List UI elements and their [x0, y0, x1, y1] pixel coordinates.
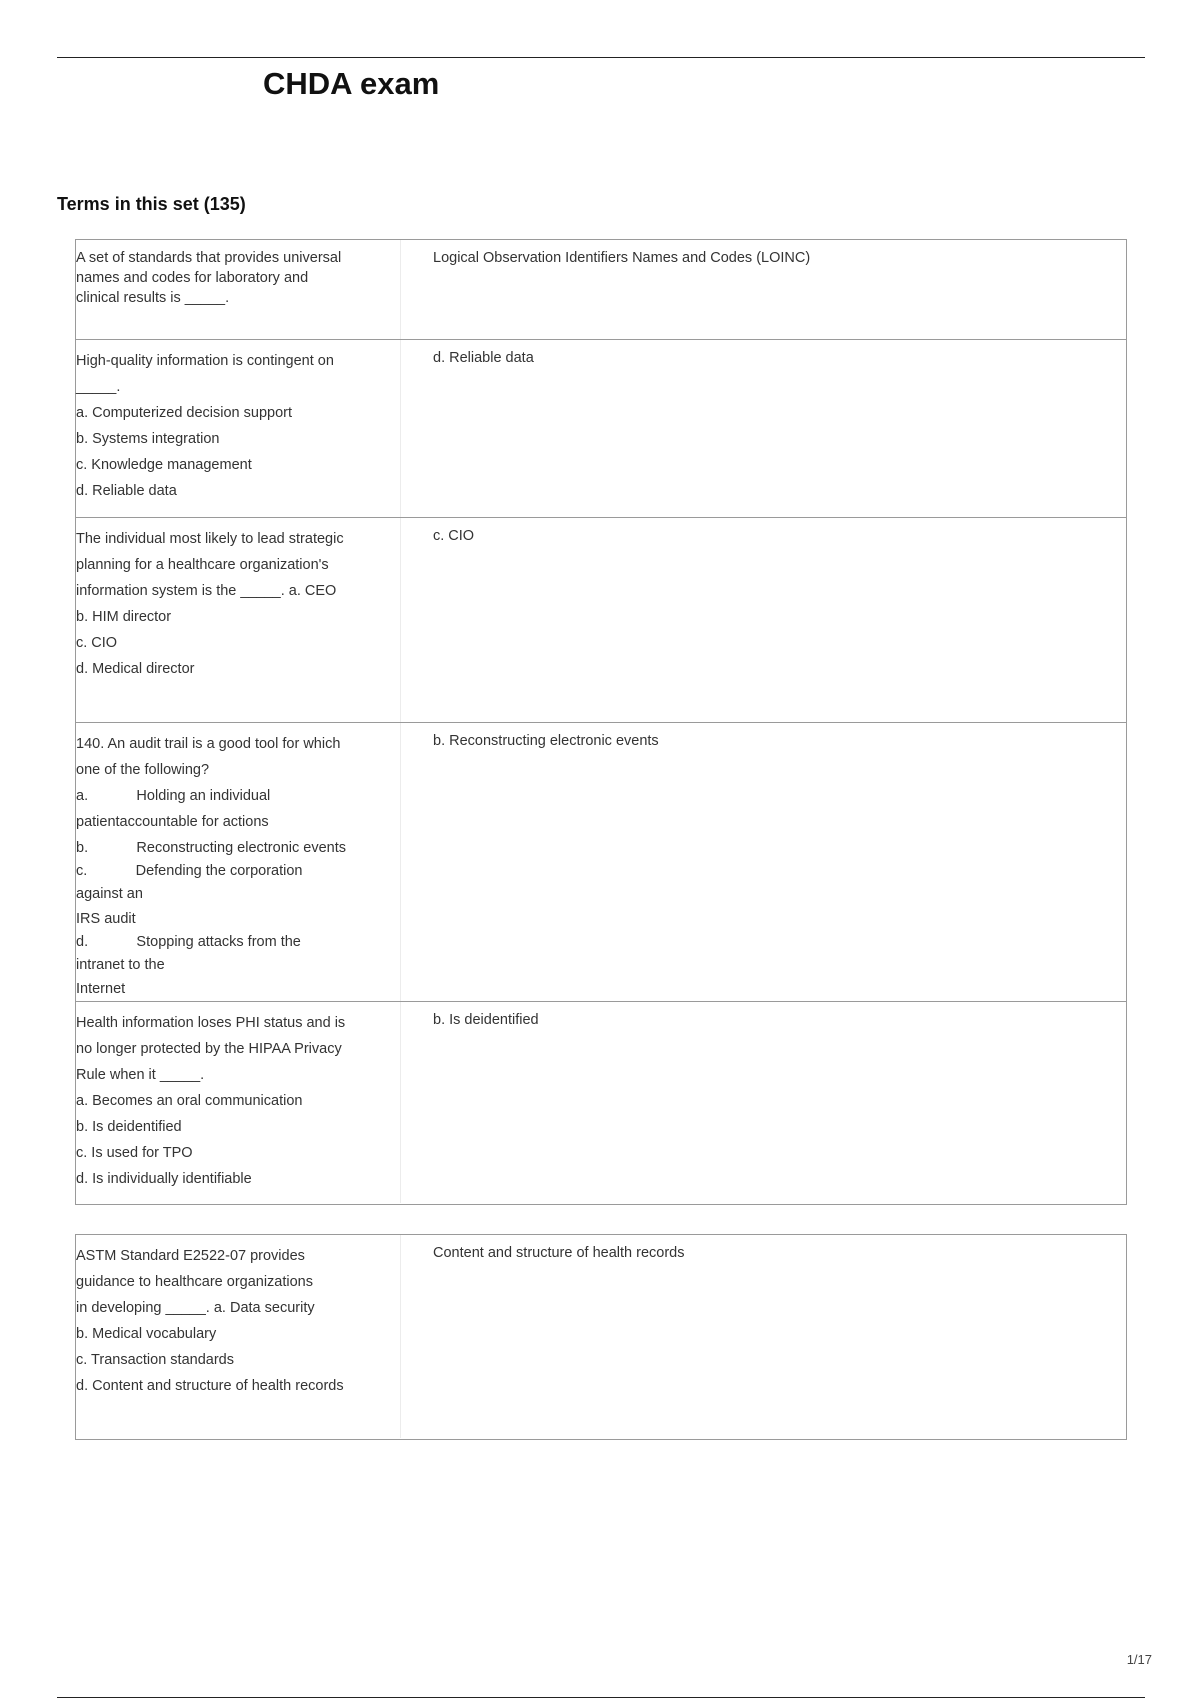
term-line: c. Is used for TPO	[76, 1145, 193, 1161]
top-rule	[57, 57, 1145, 58]
term-line: d. Reliable data	[76, 483, 177, 499]
term-line: b. Reconstructing electronic events	[76, 840, 346, 856]
term-line: one of the following?	[76, 762, 210, 778]
term-line: information system is the _____. a. CEO	[76, 583, 337, 599]
page-number: 1/17	[1126, 1652, 1152, 1667]
term-line: in developing _____. a. Data security	[76, 1300, 315, 1316]
term-line: names and codes for laboratory and	[76, 270, 309, 286]
term-line: b. HIM director	[76, 609, 172, 625]
term-text	[76, 1010, 392, 1192]
term-line: A set of standards that provides universal	[76, 250, 342, 266]
term-line: Internet	[76, 981, 126, 997]
term-row	[76, 1002, 1126, 1203]
definition-text: d. Reliable data	[433, 350, 534, 366]
term-row	[76, 518, 1126, 723]
term-text	[76, 1243, 392, 1399]
page-title: CHDA exam	[263, 66, 440, 101]
term-text	[76, 731, 392, 1001]
set-heading: Terms in this set (135)	[57, 194, 246, 214]
term-line: _____.	[76, 379, 121, 395]
term-line: c. Defending the corporation	[76, 863, 303, 879]
term-line: IRS audit	[76, 911, 136, 927]
definition-text: b. Is deidentified	[433, 1012, 539, 1028]
term-row	[76, 240, 1126, 340]
term-text	[76, 526, 392, 682]
term-row	[76, 1235, 1126, 1438]
definition-text: Content and structure of health records	[433, 1245, 685, 1261]
term-text	[76, 348, 392, 504]
term-text	[76, 248, 392, 308]
term-line: guidance to healthcare organizations	[76, 1274, 313, 1290]
term-line: ASTM Standard E2522-07 provides	[76, 1248, 305, 1264]
terms-card-1	[75, 239, 1127, 1205]
term-line: intranet to the	[76, 957, 165, 973]
term-line: b. Systems integration	[76, 431, 220, 447]
term-line: c. Transaction standards	[76, 1352, 234, 1368]
term-line: a. Computerized decision support	[76, 405, 293, 421]
term-row	[76, 340, 1126, 518]
term-line: clinical results is _____.	[76, 290, 230, 306]
term-line: d. Stopping attacks from the	[76, 934, 301, 950]
term-line: 140. An audit trail is a good tool for which	[76, 736, 341, 752]
term-line: no longer protected by the HIPAA Privacy	[76, 1041, 342, 1057]
term-line: The individual most likely to lead strategic	[76, 531, 344, 547]
term-line: a. Holding an individual	[76, 788, 271, 804]
term-line: b. Medical vocabulary	[76, 1326, 217, 1342]
term-row	[76, 723, 1126, 1002]
term-line: patientaccountable for actions	[76, 814, 269, 830]
term-line: b. Is deidentified	[76, 1119, 182, 1135]
term-line: High-quality information is contingent on	[76, 353, 334, 369]
definition-text: c. CIO	[433, 528, 475, 544]
term-line: planning for a healthcare organization's	[76, 557, 329, 573]
term-line: d. Content and structure of health records	[76, 1378, 344, 1394]
bottom-rule	[57, 1697, 1145, 1698]
terms-card-2	[75, 1234, 1127, 1440]
term-line: c. CIO	[76, 635, 118, 651]
definition-text: b. Reconstructing electronic events	[433, 733, 659, 749]
term-line: d. Medical director	[76, 661, 195, 677]
definition-text: Logical Observation Identifiers Names and Codes (LOINC)	[433, 250, 811, 266]
term-line: against an	[76, 886, 143, 902]
term-line: Health information loses PHI status and is	[76, 1015, 346, 1031]
term-line: Rule when it _____.	[76, 1067, 205, 1083]
term-line: d. Is individually identifiable	[76, 1171, 252, 1187]
term-line: a. Becomes an oral communication	[76, 1093, 303, 1109]
term-line: c. Knowledge management	[76, 457, 252, 473]
